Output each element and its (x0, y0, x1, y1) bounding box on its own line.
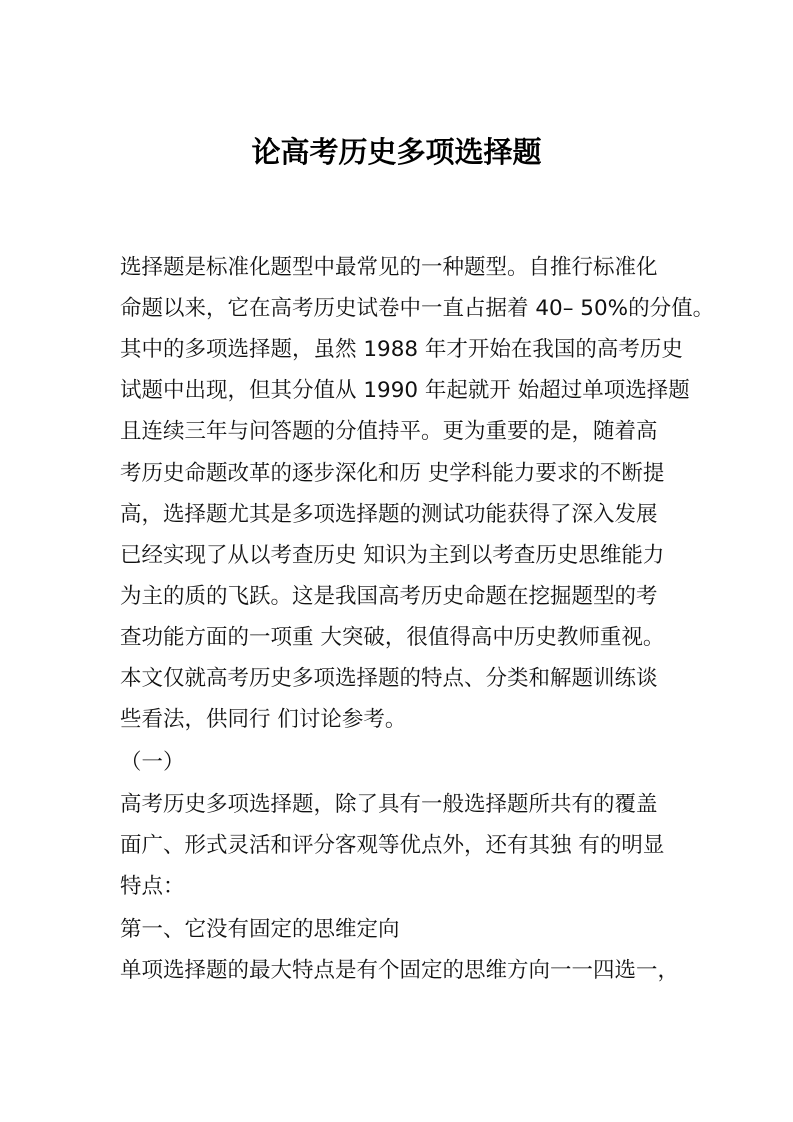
paragraph-line: 单项选择题的最大特点是有个固定的思维方向一一四选一， (120, 958, 680, 983)
paragraph-line: 为主的质的飞跃。这是我国高考历史命题在挖掘题型的考 (120, 584, 658, 609)
paragraph-line: 其中的多项选择题，虽然 1988 年才开始在我国的高考历史 (120, 337, 683, 362)
paragraph-line: 考历史命题改革的逐步深化和历 史学科能力要求的不断提 (120, 461, 665, 486)
paragraph-line: 高，选择题尤其是多项选择题的测试功能获得了深入发展 (120, 502, 658, 527)
paragraph-line: 命题以来，它在高考历史试卷中一直占据着 40– 50%的分值。 (120, 296, 715, 321)
paragraph-line: 查功能方面的一项重 大突破，很值得高中历史教师重视。 (120, 625, 665, 650)
paragraph-line: 已经实现了从以考查历史 知识为主到以考查历史思维能力 (120, 543, 665, 568)
paragraph-line: 本文仅就高考历史多项选择题的特点、分类和解题训练谈 (120, 666, 658, 691)
subheading: 第一、它没有固定的思维定向 (120, 917, 400, 942)
document-title: 论高考历史多项选择题 (251, 135, 542, 169)
paragraph-line: 且连续三年与问答题的分值持平。更为重要的是，随着高 (120, 419, 658, 444)
paragraph-line: 面广、形式灵活和评分客观等优点外，还有其独 有的明显 (120, 833, 665, 858)
paragraph-line: 试题中出现，但其分值从 1990 年起就开 始超过单项选择题 (120, 378, 690, 403)
section-heading: （一） (120, 750, 185, 775)
paragraph-line: 特点： (120, 874, 185, 899)
paragraph-line: 些看法，供同行 们讨论参考。 (120, 707, 407, 732)
paragraph-line: 高考历史多项选择题，除了具有一般选择题所共有的覆盖 (120, 792, 658, 817)
paragraph-line: 选择题是标准化题型中最常见的一种题型。自推行标准化 (120, 255, 658, 280)
